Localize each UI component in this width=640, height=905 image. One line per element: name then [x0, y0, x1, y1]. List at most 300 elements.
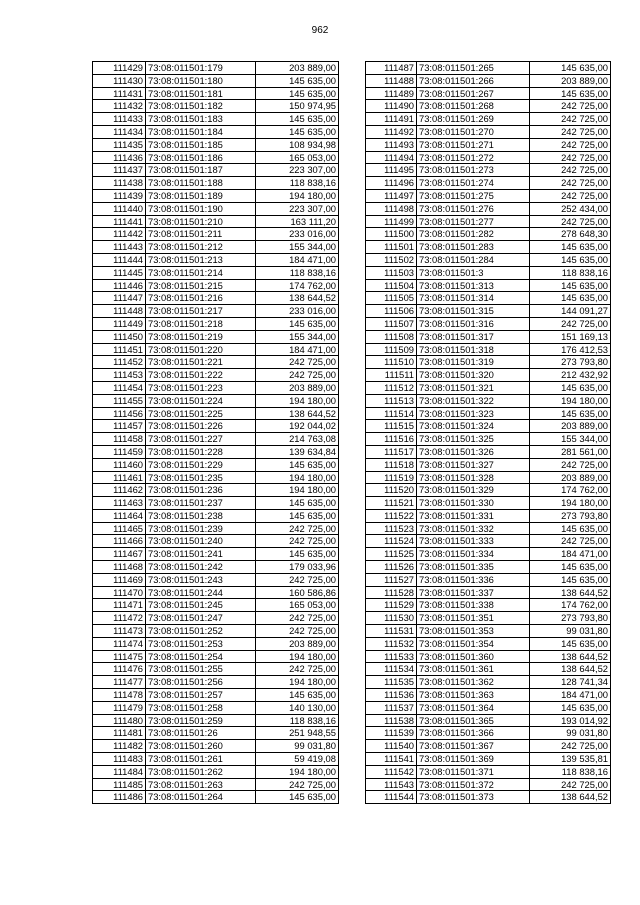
value-cell: 242 725,00 — [530, 740, 611, 753]
row-number-cell: 111492 — [366, 125, 417, 138]
table-row — [93, 113, 339, 126]
row-number-cell: 111485 — [93, 778, 146, 791]
cadastral-number-cell: 73:08:011501:190 — [146, 202, 256, 215]
row-number-cell: 111483 — [93, 753, 146, 766]
row-number-cell: 111437 — [93, 164, 146, 177]
cadastral-number-cell: 73:08:011501:360 — [417, 650, 530, 663]
page-number: 962 — [311, 25, 329, 36]
value-cell: 139 535,81 — [530, 753, 611, 766]
row-number-cell: 111534 — [366, 663, 417, 676]
row-number-cell: 111500 — [366, 228, 417, 241]
value-cell: 194 180,00 — [530, 497, 611, 510]
cadastral-number-cell: 73:08:011501:335 — [417, 561, 530, 574]
cadastral-number-cell: 73:08:011501:266 — [417, 74, 530, 87]
row-number-cell: 111540 — [366, 740, 417, 753]
table-row — [93, 433, 339, 446]
row-number-cell: 111525 — [366, 548, 417, 561]
table-row — [93, 765, 339, 778]
value-cell: 145 635,00 — [530, 561, 611, 574]
row-number-cell: 111430 — [93, 74, 146, 87]
cadastral-number-cell: 73:08:011501:241 — [146, 548, 256, 561]
value-cell: 242 725,00 — [530, 138, 611, 151]
value-cell: 212 432,92 — [530, 369, 611, 382]
row-number-cell: 111489 — [366, 87, 417, 100]
row-number-cell: 111478 — [93, 689, 146, 702]
table-row — [366, 407, 611, 420]
table-row — [93, 420, 339, 433]
table-row — [366, 228, 611, 241]
row-number-cell: 111434 — [93, 125, 146, 138]
row-number-cell: 111435 — [93, 138, 146, 151]
row-number-cell: 111533 — [366, 650, 417, 663]
table-row — [93, 676, 339, 689]
cadastral-number-cell: 73:08:011501:330 — [417, 497, 530, 510]
table-row — [366, 113, 611, 126]
value-cell: 145 635,00 — [530, 279, 611, 292]
cadastral-number-cell: 73:08:011501:217 — [146, 305, 256, 318]
value-cell: 145 635,00 — [530, 381, 611, 394]
cadastral-number-cell: 73:08:011501:331 — [417, 509, 530, 522]
table-row — [366, 177, 611, 190]
row-number-cell: 111455 — [93, 394, 146, 407]
row-number-cell: 111440 — [93, 202, 146, 215]
row-number-cell: 111528 — [366, 586, 417, 599]
value-cell: 145 635,00 — [530, 87, 611, 100]
value-cell: 242 725,00 — [256, 369, 339, 382]
row-number-cell: 111468 — [93, 561, 146, 574]
value-cell: 138 644,52 — [256, 407, 339, 420]
row-number-cell: 111457 — [93, 420, 146, 433]
row-number-cell: 111505 — [366, 292, 417, 305]
table-row — [93, 625, 339, 638]
value-cell: 184 471,00 — [530, 548, 611, 561]
row-number-cell: 111445 — [93, 266, 146, 279]
value-cell: 145 635,00 — [256, 74, 339, 87]
cadastral-number-cell: 73:08:011501:334 — [417, 548, 530, 561]
table-row — [93, 343, 339, 356]
value-cell: 179 033,96 — [256, 561, 339, 574]
table-row — [93, 125, 339, 138]
value-cell: 194 180,00 — [256, 189, 339, 202]
cadastral-number-cell: 73:08:011501:333 — [417, 535, 530, 548]
cadastral-number-cell: 73:08:011501:212 — [146, 241, 256, 254]
cadastral-number-cell: 73:08:011501:284 — [417, 253, 530, 266]
cadastral-number-cell: 73:08:011501:225 — [146, 407, 256, 420]
table-row — [93, 637, 339, 650]
row-number-cell: 111441 — [93, 215, 146, 228]
row-number-cell: 111464 — [93, 509, 146, 522]
cadastral-number-cell: 73:08:011501:255 — [146, 663, 256, 676]
value-cell: 128 741,34 — [530, 676, 611, 689]
table-row — [93, 177, 339, 190]
row-number-cell: 111513 — [366, 394, 417, 407]
table-row — [366, 125, 611, 138]
table-row — [93, 381, 339, 394]
table-row — [366, 458, 611, 471]
table-row — [93, 561, 339, 574]
cadastral-number-cell: 73:08:011501:258 — [146, 701, 256, 714]
table-row — [93, 458, 339, 471]
value-cell: 59 419,08 — [256, 753, 339, 766]
value-cell: 194 180,00 — [256, 676, 339, 689]
value-cell: 145 635,00 — [256, 548, 339, 561]
cadastral-number-cell: 73:08:011501:260 — [146, 740, 256, 753]
row-number-cell: 111474 — [93, 637, 146, 650]
row-number-cell: 111510 — [366, 356, 417, 369]
table-row — [366, 445, 611, 458]
table-row — [366, 650, 611, 663]
cadastral-number-cell: 73:08:011501:218 — [146, 317, 256, 330]
table-row — [93, 612, 339, 625]
cadastral-number-cell: 73:08:011501:373 — [417, 791, 530, 804]
value-cell: 118 838,16 — [530, 266, 611, 279]
cadastral-number-cell: 73:08:011501:211 — [146, 228, 256, 241]
table-row — [366, 753, 611, 766]
value-cell: 145 635,00 — [530, 701, 611, 714]
cadastral-number-cell: 73:08:011501:235 — [146, 471, 256, 484]
value-cell: 145 635,00 — [256, 113, 339, 126]
table-row — [93, 727, 339, 740]
value-cell: 145 635,00 — [256, 87, 339, 100]
cadastral-number-cell: 73:08:011501:277 — [417, 215, 530, 228]
value-cell: 145 635,00 — [256, 791, 339, 804]
table-row — [366, 266, 611, 279]
cadastral-number-cell: 73:08:011501:227 — [146, 433, 256, 446]
row-number-cell: 111476 — [93, 663, 146, 676]
value-cell: 118 838,16 — [256, 714, 339, 727]
value-cell: 242 725,00 — [530, 535, 611, 548]
row-number-cell: 111544 — [366, 791, 417, 804]
value-cell: 99 031,80 — [530, 727, 611, 740]
cadastral-number-cell: 73:08:011501:256 — [146, 676, 256, 689]
cadastral-number-cell: 73:08:011501:265 — [417, 62, 530, 75]
row-number-cell: 111530 — [366, 612, 417, 625]
value-cell: 194 180,00 — [256, 471, 339, 484]
value-cell: 145 635,00 — [530, 292, 611, 305]
cadastral-number-cell: 73:08:011501:336 — [417, 573, 530, 586]
row-number-cell: 111462 — [93, 484, 146, 497]
table-row — [366, 369, 611, 382]
row-number-cell: 111473 — [93, 625, 146, 638]
cadastral-number-cell: 73:08:011501:259 — [146, 714, 256, 727]
value-cell: 118 838,16 — [256, 177, 339, 190]
cadastral-number-cell: 73:08:011501:321 — [417, 381, 530, 394]
cadastral-number-cell: 73:08:011501:272 — [417, 151, 530, 164]
row-number-cell: 111518 — [366, 458, 417, 471]
table-row — [93, 663, 339, 676]
row-number-cell: 111482 — [93, 740, 146, 753]
cadastral-number-cell: 73:08:011501:351 — [417, 612, 530, 625]
table-row — [93, 740, 339, 753]
row-number-cell: 111486 — [93, 791, 146, 804]
table-row — [93, 445, 339, 458]
row-number-cell: 111429 — [93, 62, 146, 75]
cadastral-number-cell: 73:08:011501:270 — [417, 125, 530, 138]
table-row — [366, 74, 611, 87]
row-number-cell: 111491 — [366, 113, 417, 126]
cadastral-number-cell: 73:08:011501:242 — [146, 561, 256, 574]
value-cell: 281 561,00 — [530, 445, 611, 458]
cadastral-number-cell: 73:08:011501:324 — [417, 420, 530, 433]
cadastral-number-cell: 73:08:011501:215 — [146, 279, 256, 292]
cadastral-number-cell: 73:08:011501:323 — [417, 407, 530, 420]
cadastral-number-cell: 73:08:011501:219 — [146, 330, 256, 343]
value-cell: 194 180,00 — [256, 765, 339, 778]
cadastral-number-cell: 73:08:011501:327 — [417, 458, 530, 471]
row-number-cell: 111431 — [93, 87, 146, 100]
value-cell: 138 644,52 — [530, 650, 611, 663]
cadastral-number-cell: 73:08:011501:337 — [417, 586, 530, 599]
row-number-cell: 111542 — [366, 765, 417, 778]
row-number-cell: 111466 — [93, 535, 146, 548]
cadastral-number-cell: 73:08:011501:184 — [146, 125, 256, 138]
row-number-cell: 111502 — [366, 253, 417, 266]
table-row — [366, 727, 611, 740]
table-row — [366, 497, 611, 510]
value-cell: 138 644,52 — [530, 791, 611, 804]
right-table-body — [366, 62, 611, 804]
value-cell: 145 635,00 — [256, 689, 339, 702]
row-number-cell: 111467 — [93, 548, 146, 561]
row-number-cell: 111487 — [366, 62, 417, 75]
row-number-cell: 111508 — [366, 330, 417, 343]
table-row — [93, 586, 339, 599]
row-number-cell: 111461 — [93, 471, 146, 484]
cadastral-number-cell: 73:08:011501:257 — [146, 689, 256, 702]
table-row — [93, 292, 339, 305]
cadastral-number-cell: 73:08:011501:238 — [146, 509, 256, 522]
table-row — [366, 343, 611, 356]
cadastral-number-cell: 73:08:011501:245 — [146, 599, 256, 612]
cadastral-number-cell: 73:08:011501:313 — [417, 279, 530, 292]
cadastral-number-cell: 73:08:011501:182 — [146, 100, 256, 113]
table-row — [93, 317, 339, 330]
cadastral-number-cell: 73:08:011501:361 — [417, 663, 530, 676]
value-cell: 163 111,20 — [256, 215, 339, 228]
table-row — [93, 573, 339, 586]
row-number-cell: 111488 — [366, 74, 417, 87]
table-row — [93, 509, 339, 522]
row-number-cell: 111497 — [366, 189, 417, 202]
row-number-cell: 111499 — [366, 215, 417, 228]
table-row — [93, 548, 339, 561]
cadastral-number-cell: 73:08:011501:268 — [417, 100, 530, 113]
row-number-cell: 111520 — [366, 484, 417, 497]
row-number-cell: 111516 — [366, 433, 417, 446]
table-row — [93, 356, 339, 369]
table-row — [366, 87, 611, 100]
value-cell: 118 838,16 — [530, 765, 611, 778]
value-cell: 242 725,00 — [530, 189, 611, 202]
value-cell: 160 586,86 — [256, 586, 339, 599]
row-number-cell: 111532 — [366, 637, 417, 650]
row-number-cell: 111458 — [93, 433, 146, 446]
table-row — [366, 689, 611, 702]
cadastral-number-cell: 73:08:011501:252 — [146, 625, 256, 638]
table-row — [366, 305, 611, 318]
table-row — [366, 62, 611, 75]
left-table — [92, 61, 339, 804]
value-cell: 203 889,00 — [256, 381, 339, 394]
row-number-cell: 111493 — [366, 138, 417, 151]
value-cell: 145 635,00 — [256, 497, 339, 510]
row-number-cell: 111447 — [93, 292, 146, 305]
value-cell: 252 434,00 — [530, 202, 611, 215]
row-number-cell: 111465 — [93, 522, 146, 535]
value-cell: 151 169,13 — [530, 330, 611, 343]
row-number-cell: 111444 — [93, 253, 146, 266]
row-number-cell: 111498 — [366, 202, 417, 215]
table-row — [366, 253, 611, 266]
cadastral-number-cell: 73:08:011501:364 — [417, 701, 530, 714]
row-number-cell: 111526 — [366, 561, 417, 574]
row-number-cell: 111519 — [366, 471, 417, 484]
table-row — [366, 522, 611, 535]
cadastral-number-cell: 73:08:011501:213 — [146, 253, 256, 266]
value-cell: 223 307,00 — [256, 202, 339, 215]
table-row — [93, 74, 339, 87]
row-number-cell: 111524 — [366, 535, 417, 548]
row-number-cell: 111472 — [93, 612, 146, 625]
table-row — [366, 381, 611, 394]
row-number-cell: 111438 — [93, 177, 146, 190]
value-cell: 242 725,00 — [530, 778, 611, 791]
table-row — [93, 394, 339, 407]
table-row — [93, 791, 339, 804]
table-row — [366, 471, 611, 484]
table-row — [93, 471, 339, 484]
value-cell: 242 725,00 — [256, 612, 339, 625]
table-row — [366, 215, 611, 228]
value-cell: 273 793,80 — [530, 509, 611, 522]
cadastral-number-cell: 73:08:011501:180 — [146, 74, 256, 87]
table-row — [366, 317, 611, 330]
cadastral-number-cell: 73:08:011501:214 — [146, 266, 256, 279]
cadastral-number-cell: 73:08:011501:325 — [417, 433, 530, 446]
value-cell: 145 635,00 — [256, 458, 339, 471]
row-number-cell: 111433 — [93, 113, 146, 126]
row-number-cell: 111503 — [366, 266, 417, 279]
table-row — [366, 394, 611, 407]
row-number-cell: 111475 — [93, 650, 146, 663]
cadastral-number-cell: 73:08:011501:282 — [417, 228, 530, 241]
row-number-cell: 111496 — [366, 177, 417, 190]
cadastral-number-cell: 73:08:011501:236 — [146, 484, 256, 497]
table-row — [366, 189, 611, 202]
value-cell: 203 889,00 — [256, 637, 339, 650]
row-number-cell: 111442 — [93, 228, 146, 241]
cadastral-number-cell: 73:08:011501:221 — [146, 356, 256, 369]
value-cell: 145 635,00 — [530, 253, 611, 266]
row-number-cell: 111446 — [93, 279, 146, 292]
table-row — [366, 561, 611, 574]
table-row — [93, 369, 339, 382]
row-number-cell: 111454 — [93, 381, 146, 394]
cadastral-number-cell: 73:08:011501:362 — [417, 676, 530, 689]
value-cell: 155 344,00 — [256, 330, 339, 343]
table-row — [93, 650, 339, 663]
row-number-cell: 111453 — [93, 369, 146, 382]
row-number-cell: 111450 — [93, 330, 146, 343]
table-row — [93, 241, 339, 254]
row-number-cell: 111507 — [366, 317, 417, 330]
cadastral-number-cell: 73:08:011501:269 — [417, 113, 530, 126]
value-cell: 278 648,30 — [530, 228, 611, 241]
table-row — [93, 266, 339, 279]
left-table-body — [93, 62, 339, 804]
value-cell: 223 307,00 — [256, 164, 339, 177]
value-cell: 145 635,00 — [530, 637, 611, 650]
table-row — [93, 497, 339, 510]
table-row — [93, 535, 339, 548]
value-cell: 273 793,80 — [530, 612, 611, 625]
value-cell: 155 344,00 — [256, 241, 339, 254]
table-row — [366, 625, 611, 638]
table-row — [366, 509, 611, 522]
table-row — [366, 356, 611, 369]
table-row — [93, 253, 339, 266]
cadastral-number-cell: 73:08:011501:253 — [146, 637, 256, 650]
value-cell: 138 644,52 — [256, 292, 339, 305]
value-cell: 203 889,00 — [256, 62, 339, 75]
cadastral-number-cell: 73:08:011501:315 — [417, 305, 530, 318]
cadastral-number-cell: 73:08:011501:216 — [146, 292, 256, 305]
cadastral-number-cell: 73:08:011501:275 — [417, 189, 530, 202]
cadastral-number-cell: 73:08:011501:261 — [146, 753, 256, 766]
value-cell: 203 889,00 — [530, 74, 611, 87]
value-cell: 242 725,00 — [530, 113, 611, 126]
cadastral-number-cell: 73:08:011501:363 — [417, 689, 530, 702]
value-cell: 138 644,52 — [530, 663, 611, 676]
value-cell: 203 889,00 — [530, 420, 611, 433]
cadastral-number-cell: 73:08:011501:267 — [417, 87, 530, 100]
row-number-cell: 111439 — [93, 189, 146, 202]
row-number-cell: 111459 — [93, 445, 146, 458]
value-cell: 174 762,00 — [530, 599, 611, 612]
cadastral-number-cell: 73:08:011501:26 — [146, 727, 256, 740]
cadastral-number-cell: 73:08:011501:283 — [417, 241, 530, 254]
cadastral-number-cell: 73:08:011501:224 — [146, 394, 256, 407]
row-number-cell: 111511 — [366, 369, 417, 382]
value-cell: 139 634,84 — [256, 445, 339, 458]
cadastral-number-cell: 73:08:011501:273 — [417, 164, 530, 177]
table-row — [366, 292, 611, 305]
row-number-cell: 111436 — [93, 151, 146, 164]
table-row — [366, 433, 611, 446]
cadastral-number-cell: 73:08:011501:369 — [417, 753, 530, 766]
table-row — [366, 420, 611, 433]
table-row — [93, 164, 339, 177]
value-cell: 145 635,00 — [256, 509, 339, 522]
row-number-cell: 111514 — [366, 407, 417, 420]
row-number-cell: 111531 — [366, 625, 417, 638]
row-number-cell: 111522 — [366, 509, 417, 522]
value-cell: 242 725,00 — [256, 625, 339, 638]
table-row — [93, 484, 339, 497]
cadastral-number-cell: 73:08:011501:274 — [417, 177, 530, 190]
row-number-cell: 111480 — [93, 714, 146, 727]
table-row — [366, 765, 611, 778]
value-cell: 176 412,53 — [530, 343, 611, 356]
row-number-cell: 111470 — [93, 586, 146, 599]
row-number-cell: 111448 — [93, 305, 146, 318]
table-row — [93, 151, 339, 164]
row-number-cell: 111469 — [93, 573, 146, 586]
value-cell: 174 762,00 — [256, 279, 339, 292]
row-number-cell: 111490 — [366, 100, 417, 113]
row-number-cell: 111494 — [366, 151, 417, 164]
value-cell: 214 763,08 — [256, 433, 339, 446]
